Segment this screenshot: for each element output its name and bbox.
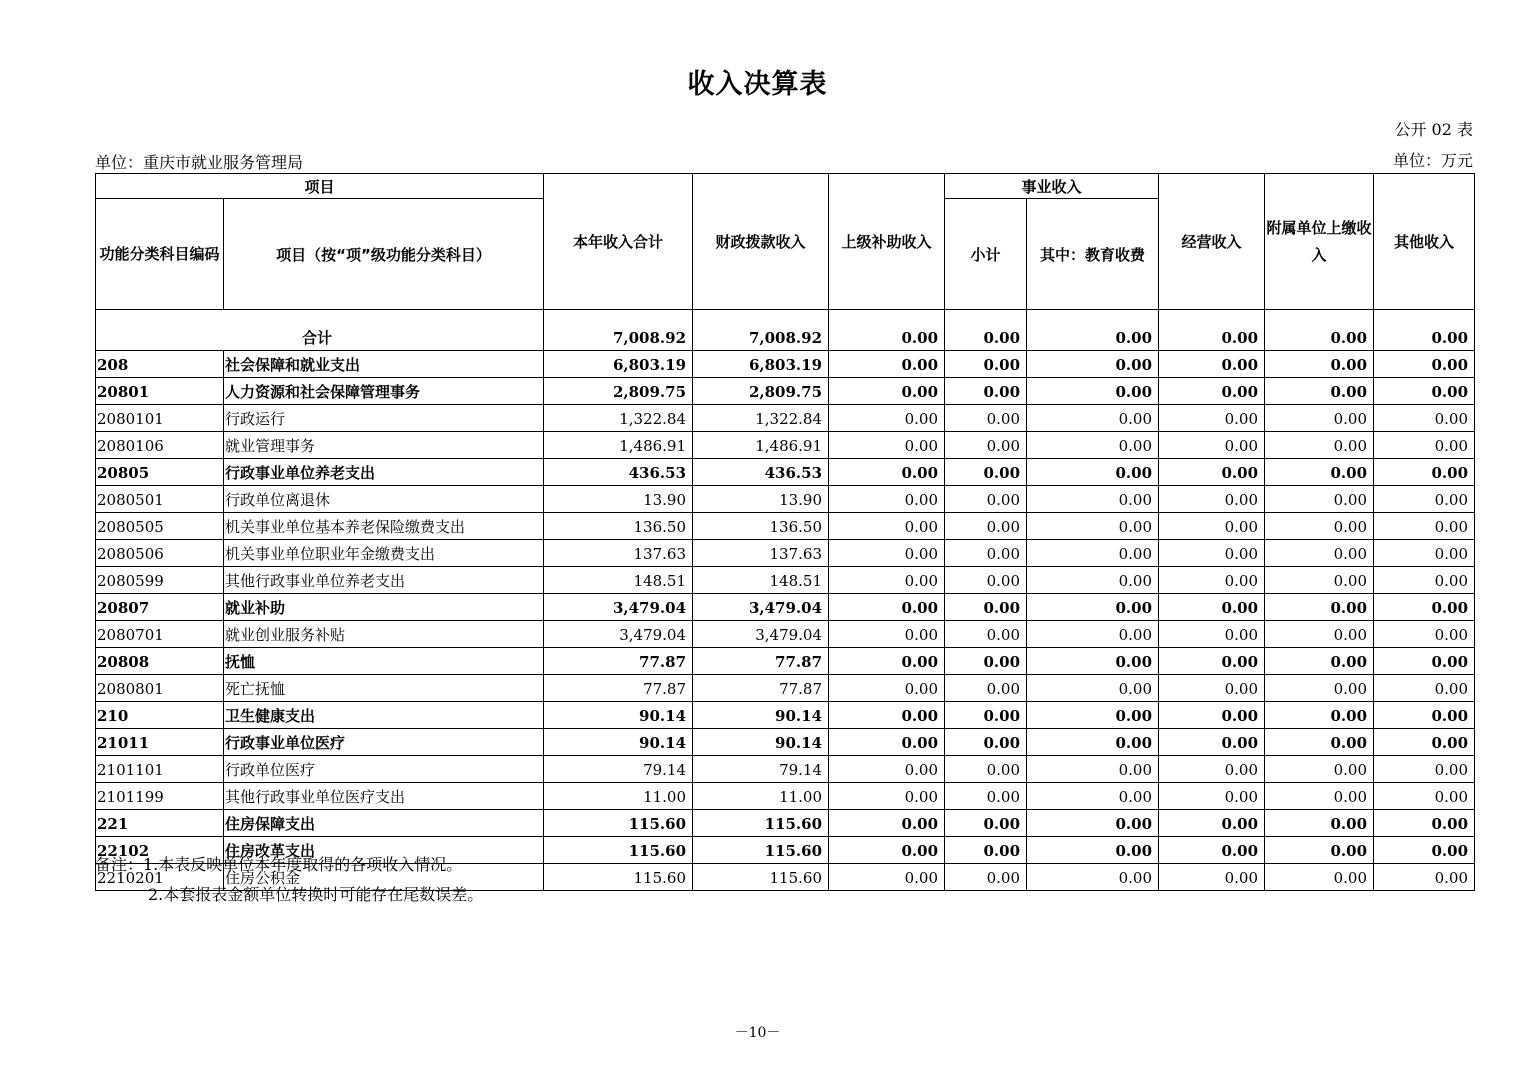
unit-organization: 单位：重庆市就业服务管理局 [95, 153, 304, 172]
row-name: 就业管理事务 [224, 432, 544, 459]
table-row [96, 513, 1475, 540]
row-value: 0.00 [1159, 864, 1265, 891]
row-name: 住房保障支出 [224, 810, 544, 837]
row-value: 0.00 [945, 621, 1027, 648]
row-value: 0.00 [1027, 405, 1159, 432]
table-row [96, 432, 1475, 459]
row-name: 机关事业单位职业年金缴费支出 [224, 540, 544, 567]
row-value: 6,803.19 [693, 351, 829, 378]
total-value: 7,008.92 [693, 324, 829, 351]
total-value: 0.00 [1027, 324, 1159, 351]
row-value: 0.00 [1265, 432, 1374, 459]
row-value: 0.00 [1027, 459, 1159, 486]
header-other-income: 其他收入 [1374, 174, 1475, 310]
row-value: 0.00 [1027, 783, 1159, 810]
row-value: 0.00 [1374, 810, 1475, 837]
row-name: 卫生健康支出 [224, 702, 544, 729]
row-value: 0.00 [829, 648, 945, 675]
row-value: 3,479.04 [544, 594, 693, 621]
row-value: 0.00 [945, 648, 1027, 675]
row-value: 0.00 [1265, 621, 1374, 648]
row-value: 0.00 [1374, 729, 1475, 756]
row-value: 137.63 [693, 540, 829, 567]
row-value: 0.00 [1374, 351, 1475, 378]
row-value: 0.00 [1027, 621, 1159, 648]
row-value: 115.60 [693, 810, 829, 837]
row-value: 0.00 [1027, 486, 1159, 513]
row-value: 0.00 [829, 837, 945, 864]
row-value: 0.00 [945, 351, 1027, 378]
row-value: 3,479.04 [693, 621, 829, 648]
row-value: 0.00 [945, 864, 1027, 891]
row-code: 20808 [96, 648, 224, 675]
row-value: 0.00 [1374, 702, 1475, 729]
table-row [96, 594, 1475, 621]
row-value: 0.00 [1159, 486, 1265, 513]
header-fiscal-appropriation: 财政拨款收入 [693, 174, 829, 310]
row-value: 0.00 [945, 459, 1027, 486]
table-row [96, 702, 1475, 729]
header-project-group: 项目 [96, 174, 544, 199]
total-row [96, 324, 1475, 351]
table-row [96, 621, 1475, 648]
row-value: 0.00 [945, 702, 1027, 729]
row-name: 机关事业单位基本养老保险缴费支出 [224, 513, 544, 540]
row-value: 0.00 [1027, 432, 1159, 459]
row-value: 0.00 [1374, 783, 1475, 810]
row-value: 0.00 [1027, 567, 1159, 594]
page-number: －10－ [734, 1025, 781, 1041]
row-value: 0.00 [829, 810, 945, 837]
table-row [96, 648, 1475, 675]
row-value: 0.00 [1374, 432, 1475, 459]
row-value: 0.00 [1159, 783, 1265, 810]
row-value: 0.00 [945, 378, 1027, 405]
row-value: 0.00 [1374, 405, 1475, 432]
row-name: 就业补助 [224, 594, 544, 621]
row-name: 抚恤 [224, 648, 544, 675]
header-business-education-fee: 其中：教育收费 [1027, 199, 1159, 310]
row-value: 115.60 [693, 864, 829, 891]
row-value: 0.00 [1159, 405, 1265, 432]
header-superior-subsidy: 上级补助收入 [829, 174, 945, 310]
table-row [96, 378, 1475, 405]
row-value: 0.00 [945, 405, 1027, 432]
row-value: 436.53 [693, 459, 829, 486]
row-value: 0.00 [1374, 675, 1475, 702]
row-value: 0.00 [945, 432, 1027, 459]
row-value: 1,486.91 [544, 432, 693, 459]
row-code: 2080501 [96, 486, 224, 513]
row-value: 0.00 [1374, 756, 1475, 783]
row-value: 0.00 [1374, 486, 1475, 513]
header-function-code: 功能分类科目编码 [96, 199, 224, 310]
row-value: 0.00 [1027, 837, 1159, 864]
row-value: 0.00 [1159, 567, 1265, 594]
row-value: 1,322.84 [693, 405, 829, 432]
row-value: 77.87 [693, 675, 829, 702]
row-value: 3,479.04 [693, 594, 829, 621]
row-code: 2101199 [96, 783, 224, 810]
header-item-name: 项目（按“项”级功能分类科目） [224, 199, 544, 310]
row-value: 0.00 [829, 864, 945, 891]
table-row [96, 540, 1475, 567]
row-value: 0.00 [1374, 864, 1475, 891]
header-business-income-group: 事业收入 [945, 174, 1159, 199]
table-row [96, 783, 1475, 810]
row-code: 2080801 [96, 675, 224, 702]
total-label: 合计 [96, 324, 544, 351]
row-value: 0.00 [829, 621, 945, 648]
note-1: 备注：1.本表反映单位本年度取得的各项收入情况。 [95, 855, 463, 874]
row-value: 0.00 [829, 513, 945, 540]
row-value: 115.60 [544, 810, 693, 837]
row-value: 0.00 [1027, 594, 1159, 621]
row-value: 0.00 [1159, 513, 1265, 540]
row-name: 住房改革支出 [224, 837, 544, 864]
header-affiliated-unit-income: 附属单位上缴收入 [1265, 174, 1374, 310]
row-value: 77.87 [544, 648, 693, 675]
row-value: 0.00 [1027, 540, 1159, 567]
row-value: 6,803.19 [544, 351, 693, 378]
row-value: 0.00 [829, 378, 945, 405]
row-value: 148.51 [693, 567, 829, 594]
row-value: 0.00 [1027, 702, 1159, 729]
row-value: 0.00 [1159, 459, 1265, 486]
row-value: 0.00 [1265, 810, 1374, 837]
row-name: 行政单位医疗 [224, 756, 544, 783]
row-value: 0.00 [829, 675, 945, 702]
table-row [96, 567, 1475, 594]
row-code: 20805 [96, 459, 224, 486]
row-value: 0.00 [829, 729, 945, 756]
row-value: 0.00 [945, 540, 1027, 567]
row-value: 90.14 [693, 729, 829, 756]
row-code: 20801 [96, 378, 224, 405]
row-value: 0.00 [1265, 702, 1374, 729]
row-value: 0.00 [1027, 351, 1159, 378]
table-row [96, 729, 1475, 756]
row-code: 2080701 [96, 621, 224, 648]
row-value: 0.00 [945, 837, 1027, 864]
table-row [96, 810, 1475, 837]
row-value: 0.00 [1027, 810, 1159, 837]
row-value: 0.00 [1374, 567, 1475, 594]
row-value: 0.00 [829, 432, 945, 459]
row-value: 0.00 [945, 729, 1027, 756]
row-name: 人力资源和社会保障管理事务 [224, 378, 544, 405]
total-value: 0.00 [829, 324, 945, 351]
row-value: 0.00 [1265, 594, 1374, 621]
row-value: 0.00 [1159, 351, 1265, 378]
table-id: 公开 02 表 [1394, 120, 1473, 139]
row-value: 0.00 [945, 567, 1027, 594]
row-value: 0.00 [1265, 351, 1374, 378]
row-value: 2,809.75 [544, 378, 693, 405]
row-value: 1,322.84 [544, 405, 693, 432]
row-value: 90.14 [693, 702, 829, 729]
page-title: 收入决算表 [687, 69, 828, 100]
row-code: 2080101 [96, 405, 224, 432]
row-code: 20807 [96, 594, 224, 621]
row-code: 2080106 [96, 432, 224, 459]
table-row [96, 459, 1475, 486]
row-value: 137.63 [544, 540, 693, 567]
row-value: 136.50 [544, 513, 693, 540]
spacer-row [96, 310, 1475, 325]
row-value: 0.00 [1027, 513, 1159, 540]
row-value: 0.00 [945, 486, 1027, 513]
row-value: 0.00 [1265, 567, 1374, 594]
row-value: 0.00 [1265, 513, 1374, 540]
row-value: 0.00 [1374, 648, 1475, 675]
row-value: 0.00 [945, 513, 1027, 540]
total-value: 7,008.92 [544, 324, 693, 351]
row-value: 0.00 [1027, 648, 1159, 675]
row-code: 2080599 [96, 567, 224, 594]
row-value: 0.00 [1027, 756, 1159, 783]
row-value: 1,486.91 [693, 432, 829, 459]
table-row [96, 675, 1475, 702]
row-value: 0.00 [1265, 459, 1374, 486]
row-value: 13.90 [693, 486, 829, 513]
row-value: 0.00 [1374, 540, 1475, 567]
row-value: 0.00 [1027, 675, 1159, 702]
row-name: 死亡抚恤 [224, 675, 544, 702]
row-value: 0.00 [829, 567, 945, 594]
row-value: 2,809.75 [693, 378, 829, 405]
row-value: 79.14 [544, 756, 693, 783]
row-value: 0.00 [945, 756, 1027, 783]
row-value: 0.00 [945, 810, 1027, 837]
row-value: 0.00 [1265, 405, 1374, 432]
row-value: 0.00 [1374, 378, 1475, 405]
row-code: 2210201 [96, 864, 224, 891]
row-value: 0.00 [1159, 729, 1265, 756]
row-value: 0.00 [1265, 756, 1374, 783]
row-value: 0.00 [1159, 432, 1265, 459]
row-name: 就业创业服务补贴 [224, 621, 544, 648]
row-value: 0.00 [829, 351, 945, 378]
row-value: 0.00 [1265, 675, 1374, 702]
row-value: 0.00 [1265, 378, 1374, 405]
row-code: 2080505 [96, 513, 224, 540]
row-value: 0.00 [829, 459, 945, 486]
row-name: 社会保障和就业支出 [224, 351, 544, 378]
row-value: 0.00 [945, 594, 1027, 621]
row-value: 0.00 [1265, 648, 1374, 675]
row-value: 436.53 [544, 459, 693, 486]
row-value: 0.00 [1159, 540, 1265, 567]
row-value: 11.00 [693, 783, 829, 810]
row-code: 221 [96, 810, 224, 837]
row-value: 0.00 [829, 540, 945, 567]
row-value: 0.00 [1265, 729, 1374, 756]
notes [95, 850, 483, 910]
total-value: 0.00 [1159, 324, 1265, 351]
row-value: 0.00 [1159, 378, 1265, 405]
row-value: 0.00 [829, 783, 945, 810]
row-name: 住房公积金 [224, 864, 544, 891]
row-value: 0.00 [1159, 594, 1265, 621]
row-value: 0.00 [945, 783, 1027, 810]
row-value: 0.00 [1265, 783, 1374, 810]
row-value: 0.00 [1027, 729, 1159, 756]
row-value: 148.51 [544, 567, 693, 594]
row-value: 0.00 [1374, 459, 1475, 486]
row-value: 13.90 [544, 486, 693, 513]
row-value: 0.00 [829, 702, 945, 729]
row-code: 2080506 [96, 540, 224, 567]
row-value: 0.00 [1159, 621, 1265, 648]
row-name: 行政运行 [224, 405, 544, 432]
row-value: 0.00 [829, 756, 945, 783]
row-value: 77.87 [693, 648, 829, 675]
header-business-subtotal: 小计 [945, 199, 1027, 310]
row-value: 77.87 [544, 675, 693, 702]
table-row [96, 756, 1475, 783]
row-value: 0.00 [1159, 675, 1265, 702]
row-value: 0.00 [1027, 378, 1159, 405]
note-2: 2.本套报表金额单位转换时可能存在尾数误差。 [148, 885, 484, 904]
row-code: 210 [96, 702, 224, 729]
total-value: 0.00 [1374, 324, 1475, 351]
total-value: 0.00 [1265, 324, 1374, 351]
row-value: 0.00 [945, 675, 1027, 702]
row-value: 0.00 [1374, 594, 1475, 621]
row-code: 208 [96, 351, 224, 378]
row-name: 其他行政事业单位养老支出 [224, 567, 544, 594]
row-value: 0.00 [1265, 837, 1374, 864]
row-name: 行政事业单位养老支出 [224, 459, 544, 486]
header-operating-income: 经营收入 [1159, 174, 1265, 310]
row-value: 0.00 [829, 405, 945, 432]
row-value: 115.60 [544, 837, 693, 864]
row-code: 2101101 [96, 756, 224, 783]
row-code: 21011 [96, 729, 224, 756]
row-value: 90.14 [544, 702, 693, 729]
row-value: 3,479.04 [544, 621, 693, 648]
row-value: 0.00 [829, 486, 945, 513]
row-value: 115.60 [544, 864, 693, 891]
row-value: 0.00 [1159, 756, 1265, 783]
table-row [96, 486, 1475, 513]
row-value: 0.00 [1374, 837, 1475, 864]
row-value: 0.00 [1159, 837, 1265, 864]
income-final-accounts-table [95, 173, 1475, 891]
row-value: 115.60 [693, 837, 829, 864]
row-value: 79.14 [693, 756, 829, 783]
row-value: 0.00 [1159, 648, 1265, 675]
row-name: 行政单位离退休 [224, 486, 544, 513]
row-value: 0.00 [829, 594, 945, 621]
row-value: 0.00 [1159, 810, 1265, 837]
table-row [96, 405, 1475, 432]
row-value: 11.00 [544, 783, 693, 810]
row-name: 其他行政事业单位医疗支出 [224, 783, 544, 810]
total-value: 0.00 [945, 324, 1027, 351]
row-value: 0.00 [1374, 513, 1475, 540]
row-value: 0.00 [1265, 540, 1374, 567]
row-value: 0.00 [1265, 486, 1374, 513]
row-value: 136.50 [693, 513, 829, 540]
header-total-income: 本年收入合计 [544, 174, 693, 310]
row-value: 0.00 [1374, 621, 1475, 648]
table-row [96, 351, 1475, 378]
row-value: 90.14 [544, 729, 693, 756]
row-value: 0.00 [1159, 702, 1265, 729]
row-name: 行政事业单位医疗 [224, 729, 544, 756]
row-value: 0.00 [1027, 864, 1159, 891]
row-value: 0.00 [1265, 864, 1374, 891]
row-code: 22102 [96, 837, 224, 864]
unit-currency: 单位：万元 [1392, 151, 1473, 170]
